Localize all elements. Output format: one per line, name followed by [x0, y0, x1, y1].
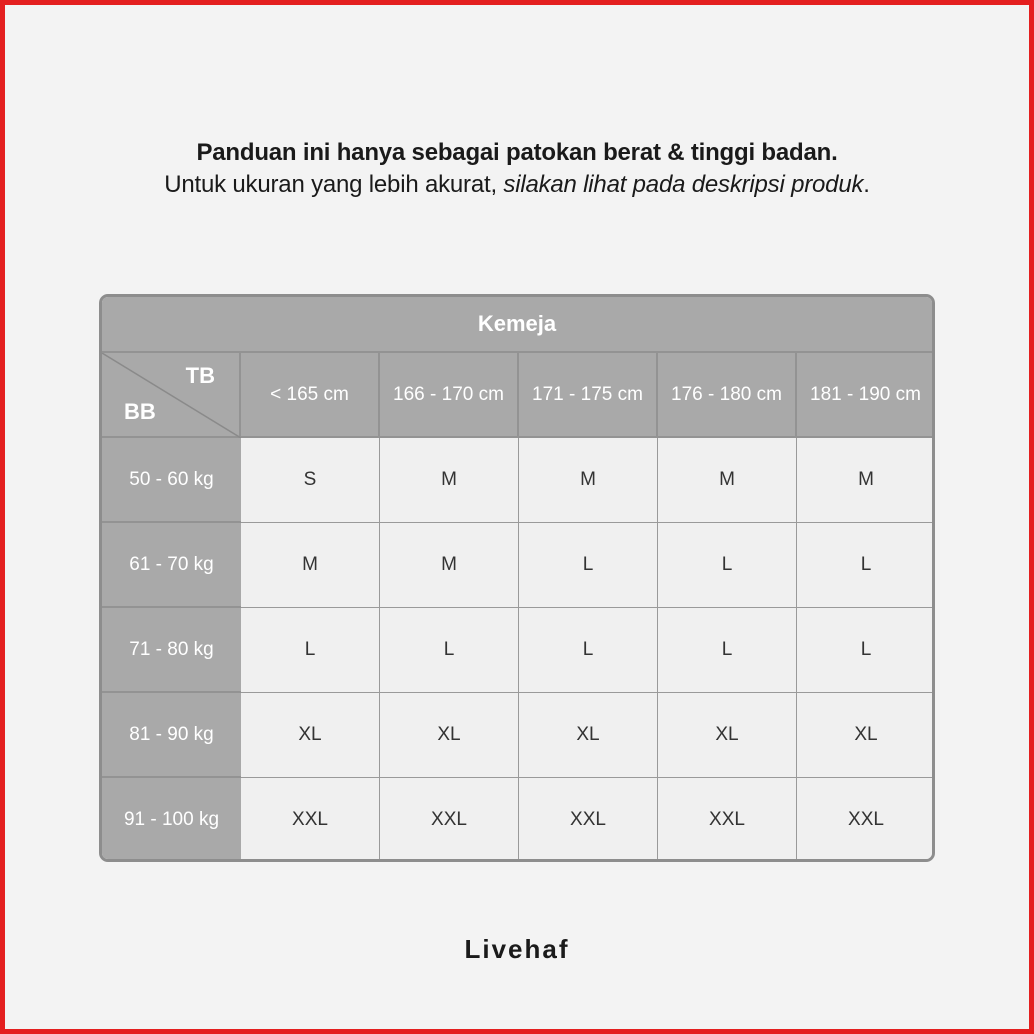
size-cell: XXL	[797, 778, 935, 862]
size-cell: L	[797, 608, 935, 693]
row-header: 50 - 60 kg	[102, 438, 241, 523]
size-chart-table	[99, 294, 935, 862]
row-header: 81 - 90 kg	[102, 693, 241, 778]
size-cell: M	[797, 438, 935, 523]
corner-diagonal-line	[102, 353, 241, 438]
size-cell: L	[380, 608, 519, 693]
row-header: 91 - 100 kg	[102, 778, 241, 862]
column-axis-label: TB	[185, 363, 215, 388]
column-header: 176 - 180 cm	[658, 353, 797, 438]
size-cell: XL	[380, 693, 519, 778]
brand-logo: Livehaf	[464, 934, 570, 964]
size-cell: XXL	[241, 778, 380, 862]
chart-title: Kemeja	[102, 297, 932, 353]
column-header: < 165 cm	[241, 353, 380, 438]
column-header: 171 - 175 cm	[519, 353, 658, 438]
size-cell: M	[241, 523, 380, 608]
row-header: 71 - 80 kg	[102, 608, 241, 693]
size-cell: S	[241, 438, 380, 523]
size-cell: XL	[797, 693, 935, 778]
corner-header-cell	[102, 353, 241, 438]
subheading-italic: silakan lihat pada deskripsi produk	[503, 171, 864, 198]
size-cell: L	[797, 523, 935, 608]
column-header: 181 - 190 cm	[797, 353, 935, 438]
size-cell: M	[380, 438, 519, 523]
size-cell: M	[380, 523, 519, 608]
size-cell: XXL	[519, 778, 658, 862]
column-header: 166 - 170 cm	[380, 353, 519, 438]
subheading-suffix: .	[863, 171, 870, 198]
size-cell: L	[241, 608, 380, 693]
size-cell: XXL	[380, 778, 519, 862]
size-cell: XL	[519, 693, 658, 778]
size-cell: XXL	[658, 778, 797, 862]
size-cell: L	[658, 523, 797, 608]
guide-note-heading: Panduan ini hanya sebagai patokan berat & tinggi badan.	[196, 139, 838, 166]
size-cell: L	[519, 608, 658, 693]
row-axis-label: BB	[124, 399, 156, 424]
size-cell: L	[519, 523, 658, 608]
row-header: 61 - 70 kg	[102, 523, 241, 608]
size-cell: L	[658, 608, 797, 693]
guide-note-subheading	[0, 171, 1034, 199]
size-cell: XL	[241, 693, 380, 778]
subheading-prefix: Untuk ukuran yang lebih akurat,	[164, 171, 504, 198]
size-cell: M	[658, 438, 797, 523]
size-cell: M	[519, 438, 658, 523]
size-cell: XL	[658, 693, 797, 778]
